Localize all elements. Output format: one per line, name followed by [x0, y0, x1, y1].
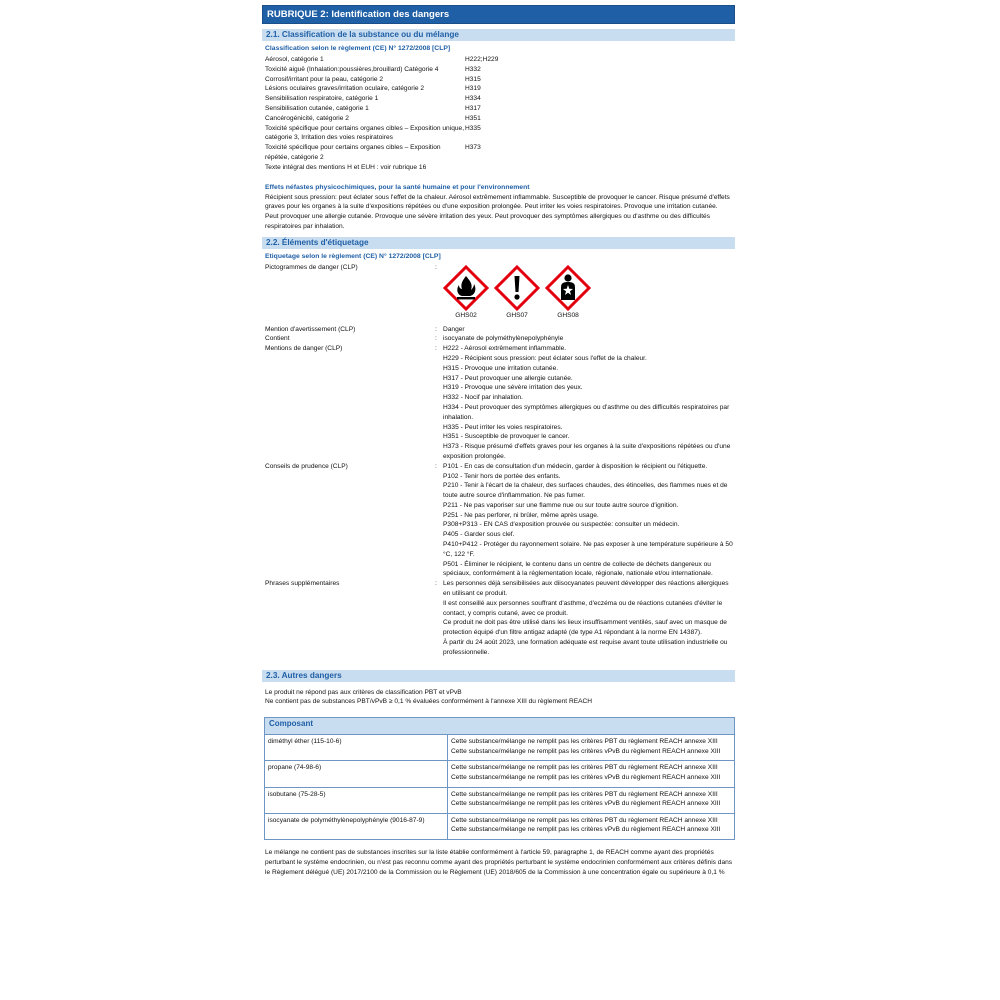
pbt-criterion: Cette substance/mélange ne remplit pas les critères PBT du règlement REACH annexe XIII: [451, 738, 718, 746]
precautionary-statement: P211 - Ne pas vaporiser sur une flamme nue ou sur toute autre source d'ignition.: [443, 501, 679, 509]
hazard-statements-list: [443, 344, 733, 462]
precautionary-statement: P405 - Garder sous clef.: [443, 531, 515, 539]
component-criteria: [448, 787, 735, 813]
classification-code: H222;H229: [465, 56, 499, 63]
component-criteria: [448, 761, 735, 787]
hazard-statements-row: [262, 344, 735, 462]
other-hazards-line: Le produit ne répond pas aux critères de classification PBT et vPvB: [265, 688, 462, 696]
precautionary-statement: P501 - Éliminer le récipient, le contenu dans un centre de collecte de déchets dangereux ou spéciaux, conformément à la réglementation locale, régionale, nationale et/ou internationale.: [443, 560, 713, 578]
classification-name: Toxicité aiguë (Inhalation:poussières,brouillard) Catégorie 4: [265, 65, 439, 73]
flame-icon: [443, 265, 489, 311]
component-name: isobutane (75-28-5): [265, 787, 448, 813]
pictogram-group: [443, 265, 733, 321]
supplementary-row: [262, 579, 735, 657]
classification-name: Sensibilisation respiratoire, catégorie 1: [265, 95, 379, 103]
pictogram-code: GHS02: [455, 311, 477, 319]
colon: :: [435, 580, 437, 588]
vpvb-criterion: Cette substance/mélange ne remplit pas les critères vPvB du règlement REACH annexe XIII: [451, 800, 721, 808]
colon: :: [435, 263, 437, 271]
pictogram-code: GHS07: [506, 311, 528, 319]
endocrine-footer: Le mélange ne contient pas de substances inscrites sur la liste établie conformément à l'article 59, paragraphe 1, de REACH comme ayant des propriétés perturbant le système endocrinien, ou n'est pas reconnu comme ayant des propriétés perturbant le système endocrinien conformément aux critères définis dans le Règlement délégué (UE) 2017/2100 de la Commission ou le Règlement (UE) 2018/605 de la Commission à une concentration égale ou supérieure à 0,1 %: [265, 848, 733, 876]
classification-row: [265, 143, 735, 163]
classification-row: [265, 84, 735, 94]
contains-row: [262, 334, 735, 344]
signal-word-row: [262, 325, 735, 335]
precautionary-statement: P210 - Tenir à l'écart de la chaleur, des surfaces chaudes, des étincelles, des flammes nues et de toute autre source d'inflammation. Ne pas fumer.: [443, 482, 728, 500]
classification-name: Toxicité spécifique pour certains organes cibles – Exposition répétée, catégorie 2: [265, 144, 441, 161]
supplementary-list: [443, 579, 733, 657]
precautionary-row: [262, 462, 735, 580]
hazard-statement: H334 - Peut provoquer des symptômes allergiques ou d'asthme ou des difficultés respiratoires par inhalation.: [443, 403, 730, 421]
supplementary-phrase: Il est conseillé aux personnes souffrant d'asthme, d'eczéma ou de réactions cutanées d'éviter le contact, y compris cutané, avec ce produit.: [443, 599, 723, 617]
colon: :: [435, 345, 437, 353]
classification-subtitle: Classification selon le règlement (CE) N° 1272/2008 [CLP]: [265, 45, 451, 52]
effects-text: Récipient sous pression: peut éclater sous l'effet de la chaleur. Aérosol extrêmement inflammable. Susceptible de provoquer le cancer. Risque présumé d'effets graves pour les organes à la suite d'expositions répétées ou d'une exposition prolongée. Peut irriter les voies respiratoires. Provoque une irritation cutanée. Peut provoquer une allergie cutanée. Provoque une sévère irritation des yeux. Peut provoquer des symptômes allergiques ou d'asthme ou des difficultés respiratoires par inhalation.: [265, 193, 730, 230]
precautionary-list: [443, 462, 733, 580]
classification-code: H351: [465, 114, 481, 122]
supplementary-phrase: À partir du 24 août 2023, une formation adéquate est requise avant toute utilisation industrielle ou professionnelle.: [443, 639, 728, 656]
health-hazard-icon: [545, 265, 591, 311]
classification-row: [265, 124, 735, 144]
precautionary-statement: P251 - Ne pas perforer, ni brûler, même après usage.: [443, 511, 599, 519]
classification-code: H334: [465, 95, 481, 103]
hazard-statement: H222 - Aérosol extrêmement inflammable.: [443, 345, 567, 353]
signal-word-value: Danger: [443, 325, 465, 333]
hazard-statement: H315 - Provoque une irritation cutanée.: [443, 364, 559, 372]
pictogram-ghs08: [545, 265, 591, 321]
pictograms-label: Pictogrammes de danger (CLP): [265, 263, 358, 271]
hazard-statement: H317 - Peut provoquer une allergie cutanée.: [443, 374, 573, 382]
classification-row: [265, 114, 735, 124]
effects-title: Effets néfastes physicochimiques, pour la santé humaine et pour l'environnement: [265, 183, 530, 191]
pbt-criterion: Cette substance/mélange ne remplit pas les critères PBT du règlement REACH annexe XIII: [451, 790, 718, 798]
other-hazards-line: Ne contient pas de substances PBT/vPvB ≥ 0,1 % évaluées conformément à l'annexe XIII du règlement REACH: [265, 698, 593, 706]
contains-value: isocyanate de polyméthylènepolyphényle: [443, 335, 564, 343]
contains-label: Contient: [265, 335, 290, 343]
component-criteria: [448, 813, 735, 839]
supplementary-label: Phrases supplémentaires: [265, 580, 340, 588]
table-row: [265, 735, 735, 761]
classification-name: Cancérogénicité, catégorie 2: [265, 114, 349, 122]
classification-name: Corrosif/irritant pour la peau, catégorie 2: [265, 75, 384, 83]
component-criteria: [448, 735, 735, 761]
classification-code: H373: [465, 144, 481, 152]
classification-code: H319: [465, 85, 481, 93]
classification-row: [265, 104, 735, 114]
classification-code: H315: [465, 75, 481, 83]
vpvb-criterion: Cette substance/mélange ne remplit pas les critères vPvB du règlement REACH annexe XIII: [451, 826, 721, 834]
classification-name: Lésions oculaires graves/irritation oculaire, catégorie 2: [265, 85, 425, 93]
precautionary-statement: P102 - Tenir hors de portée des enfants.: [443, 472, 561, 480]
colon: :: [435, 335, 437, 343]
exclamation-icon: [494, 265, 540, 311]
classification-note: Texte intégral des mentions H et EUH : voir rubrique 16: [265, 163, 427, 171]
labelling-subtitle: Etiquetage selon le règlement (CE) N° 1272/2008 [CLP]: [265, 252, 441, 260]
supplementary-phrase: Les personnes déjà sensibilisées aux diisocyanates peuvent développer des réactions allergiques en utilisant ce produit.: [443, 580, 729, 598]
component-name: diméthyl éther (115-10-6): [265, 735, 448, 761]
classification-code: H332: [465, 65, 481, 73]
colon: :: [435, 462, 437, 470]
classification-row: [265, 55, 735, 65]
rubrique-title: RUBRIQUE 2: Identification des dangers: [262, 5, 735, 24]
pbt-criterion: Cette substance/mélange ne remplit pas les critères PBT du règlement REACH annexe XIII: [451, 764, 718, 772]
component-name: isocyanate de polyméthylènepolyphényle (9016-87-9): [265, 813, 448, 839]
vpvb-criterion: Cette substance/mélange ne remplit pas les critères vPvB du règlement REACH annexe XIII: [451, 747, 721, 755]
classification-name: Sensibilisation cutanée, catégorie 1: [265, 104, 369, 112]
supplementary-phrase: Ce produit ne doit pas être utilisé dans les lieux insuffisamment ventilés, sauf avec un masque de protection équipé d'un filtre antigaz adapté (de type A1 répondant à la norme EN 14387).: [443, 619, 727, 637]
hazard-statements-label: Mentions de danger (CLP): [265, 345, 343, 353]
section-2-3-title: 2.3. Autres dangers: [262, 670, 735, 682]
hazard-statement: H332 - Nocif par inhalation.: [443, 394, 523, 402]
precautionary-statement: P308+P313 - EN CAS d'exposition prouvée ou suspectée: consulter un médecin.: [443, 521, 680, 529]
hazard-statement: H351 - Susceptible de provoquer le cancer.: [443, 433, 570, 441]
section-2-1-title: 2.1. Classification de la substance ou du mélange: [262, 29, 735, 41]
classification-row: [265, 94, 735, 104]
sds-page: [262, 5, 735, 877]
classification-name: Toxicité spécifique pour certains organes cibles – Exposition unique, catégorie 3, Irritation des voies respiratoires: [265, 124, 465, 142]
precautionary-statement: P101 - En cas de consultation d'un médecin, garder à disposition le récipient ou l'étiquette.: [443, 462, 708, 470]
classification-code: H317: [465, 104, 481, 112]
pictogram-ghs07: [494, 265, 540, 321]
precautionary-statement: P410+P412 - Protéger du rayonnement solaire. Ne pas exposer à une température supérieure à 50 °C, 122 °F.: [443, 541, 733, 558]
colon: :: [435, 325, 437, 333]
component-name: propane (74-98-6): [265, 761, 448, 787]
classification-list: [262, 55, 735, 163]
section-2-2-title: 2.2. Éléments d'étiquetage: [262, 237, 735, 249]
table-row: [265, 813, 735, 839]
vpvb-criterion: Cette substance/mélange ne remplit pas les critères vPvB du règlement REACH annexe XIII: [451, 774, 721, 782]
hazard-statement: H319 - Provoque une sévère irritation des yeux.: [443, 384, 583, 392]
component-table-header: Composant: [265, 718, 735, 735]
table-row: [265, 787, 735, 813]
classification-code: H335: [465, 124, 481, 132]
pbt-criterion: Cette substance/mélange ne remplit pas les critères PBT du règlement REACH annexe XIII: [451, 816, 718, 824]
component-table: [264, 717, 735, 840]
hazard-statement: H373 - Risque présumé d'effets graves pour les organes à la suite d'expositions répétées ou d'une exposition prolongée.: [443, 443, 731, 460]
classification-row: [265, 65, 735, 75]
hazard-statement: H335 - Peut irriter les voies respiratoires.: [443, 423, 563, 431]
table-row: [265, 761, 735, 787]
hazard-statement: H229 - Récipient sous pression: peut éclater sous l'effet de la chaleur.: [443, 354, 647, 362]
pictograms-row: [262, 263, 735, 321]
signal-word-label: Mention d'avertissement (CLP): [265, 325, 356, 333]
pictogram-code: GHS08: [557, 311, 579, 319]
pictogram-ghs02: [443, 265, 489, 321]
precautionary-label: Conseils de prudence (CLP): [265, 462, 348, 470]
classification-row: [265, 75, 735, 85]
classification-name: Aérosol, catégorie 1: [265, 56, 324, 63]
